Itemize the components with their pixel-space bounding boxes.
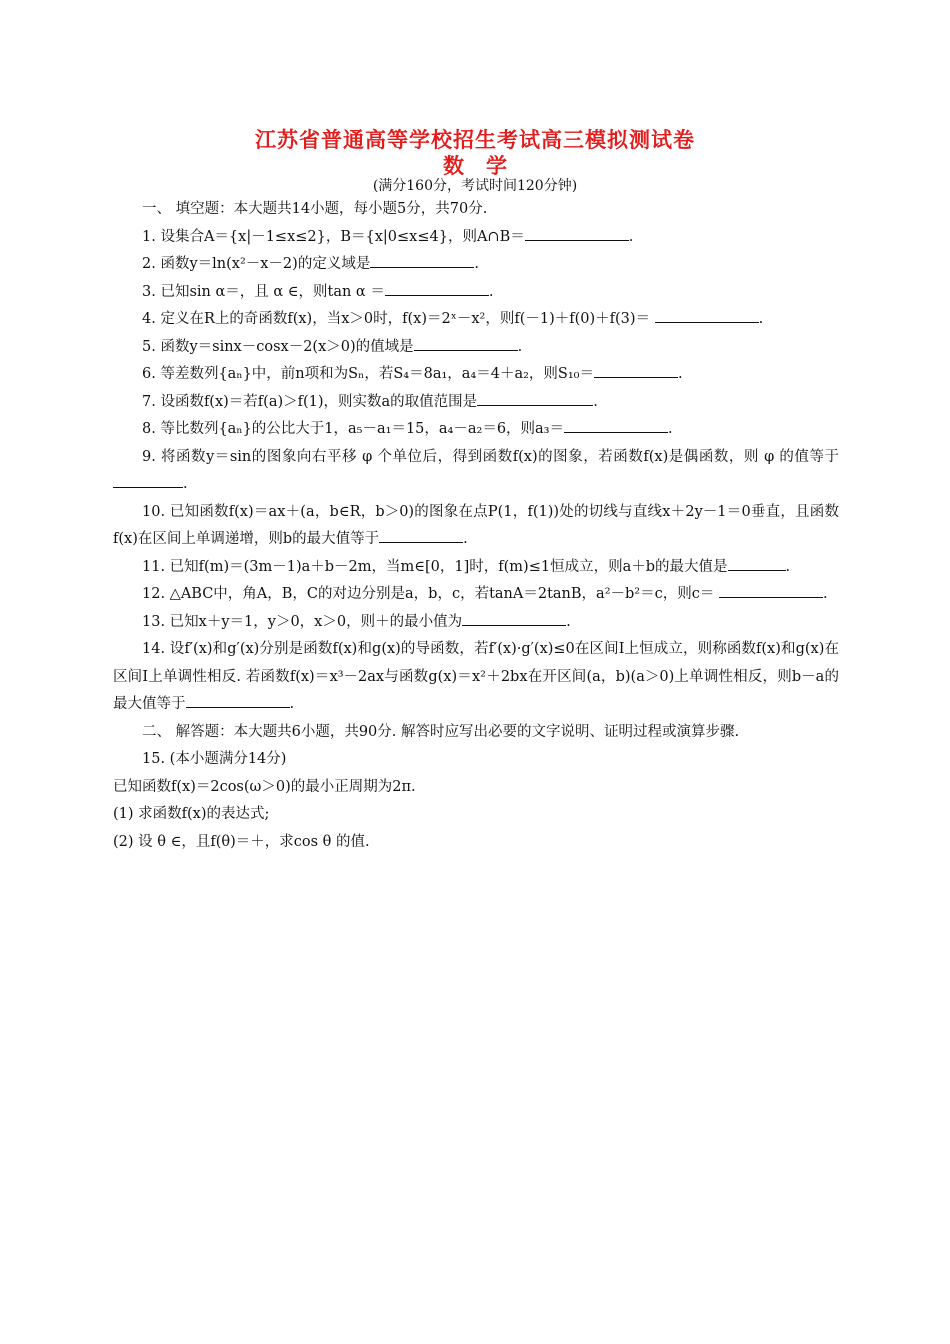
question-12-text: 12. △ABC中，角A，B，C的对边分别是a，b，c，若tanA＝2tanB，a²－b²＝c，则c＝ [142, 586, 715, 602]
answer-blank [113, 471, 183, 488]
question-11 [113, 554, 839, 582]
question-15-head: 15. (本小题满分14分) [142, 751, 287, 767]
question-end-mark: . [183, 476, 188, 492]
question-6 [113, 361, 839, 389]
answer-blank [719, 581, 823, 598]
answer-blank [564, 416, 668, 433]
question-15-part-2: (2) 设 θ ∈，且f(θ)＝＋，求cos θ 的值. [113, 833, 370, 850]
question-7-text: 7. 设函数f(x)＝若f(a)＞f(1)，则实数a的取值范围是 [142, 393, 478, 410]
answer-blank [414, 334, 518, 351]
question-9 [113, 444, 839, 499]
question-end-mark: . [289, 696, 295, 712]
section-fill-intro: 一、 填空题：本大题共14小题，每小题5分，共70分. [142, 201, 488, 217]
question-5-text: 5. 函数y＝sinx－cosx－2(x＞0)的值域是 [142, 338, 414, 355]
exam-info: (满分160分，考试时间120分钟) [372, 178, 578, 194]
question-14 [113, 636, 839, 719]
question-15-part-1: (1) 求函数f(x)的表达式; [113, 806, 270, 822]
answer-blank [655, 306, 759, 323]
question-end-mark: . [758, 311, 764, 327]
section-solve-intro: 二、 解答题：本大题共6小题，共90分. 解答时应写出必要的文字说明、证明过程或演算步骤. [142, 723, 740, 740]
question-end-mark: . [677, 366, 683, 382]
question-13 [113, 609, 839, 637]
question-7 [113, 389, 839, 417]
exam-title: 江苏省普通高等学校招生考试高三模拟测试卷 [255, 127, 695, 152]
question-end-mark: . [517, 338, 523, 355]
question-2 [113, 251, 839, 279]
question-10 [113, 499, 839, 554]
question-9-text: 9. 将函数y＝sin的图象向右平移 φ 个单位后，得到函数f(x)的图象，若函数f(x)是偶函数，则 φ 的值等于 [142, 448, 839, 465]
question-end-mark: . [593, 393, 598, 410]
answer-blank [462, 609, 566, 626]
question-5 [113, 334, 839, 362]
question-end-mark: . [566, 613, 571, 630]
question-13-text: 13. 已知x＋y＝1，y＞0，x＞0，则＋的最小值为 [142, 613, 463, 630]
answer-blank [728, 554, 786, 571]
question-8-text: 8. 等比数列{aₙ}的公比大于1，a₅－a₁＝15，a₄－a₂＝6，则a₃＝ [142, 421, 564, 437]
question-14-text: 14. 设f′(x)和g′(x)分别是函数f(x)和g(x)的导函数，若f′(x)·g′(x)≤0在区间I上恒成立，则称函数f(x)和g(x)在区间I上单调性相反. 若函数f(x)＝x³－2ax与函数g(x)＝x²＋2bx在开区间(a，b)(a＞0)上单调性相反，则b－a的最大值等于 [113, 641, 839, 712]
question-1 [113, 224, 839, 252]
question-end-mark: . [488, 283, 494, 300]
answer-blank [594, 361, 678, 378]
question-3-text: 3. 已知sin α＝，且 α ∈，则tan α ＝ [142, 283, 385, 300]
question-3 [113, 279, 839, 307]
question-2-text: 2. 函数y＝ln(x²－x－2)的定义域是 [142, 256, 371, 272]
exam-body [113, 196, 839, 856]
question-end-mark: . [628, 228, 634, 245]
question-11-text: 11. 已知f(m)＝(3m－1)a＋b－2m，当m∈[0，1]时，f(m)≤1恒成立，则a＋b的最大值是 [142, 558, 728, 575]
question-4-text: 4. 定义在R上的奇函数f(x)，当x＞0时，f(x)＝2ˣ－x²，则f(－1)＋f(0)＋f(3)＝ [142, 311, 651, 327]
question-4 [113, 306, 839, 334]
answer-blank [525, 224, 629, 241]
question-6-text: 6. 等差数列{aₙ}中，前n项和为Sₙ，若S₄＝8a₁，a₄＝4＋a₂，则S₁₀＝ [142, 366, 594, 382]
question-end-mark: . [463, 531, 468, 547]
question-end-mark: . [668, 421, 673, 437]
answer-blank [186, 691, 290, 708]
question-end-mark: . [474, 256, 479, 272]
question-12 [113, 581, 839, 609]
answer-blank [379, 526, 463, 543]
answer-blank [477, 389, 593, 406]
question-end-mark: . [822, 586, 828, 602]
answer-blank [385, 279, 489, 296]
question-end-mark: . [785, 558, 791, 575]
exam-subject: 数学 [443, 153, 529, 178]
question-15-stem: 已知函数f(x)＝2cos(ω＞0)的最小正周期为2π. [113, 778, 416, 795]
question-8 [113, 416, 839, 444]
question-10-text: 10. 已知函数f(x)＝ax＋(a，b∈R，b＞0)的图象在点P(1，f(1))处的切线与直线x＋2y－1＝0垂直，且函数f(x)在区间上单调递增，则b的最大值等于 [113, 503, 839, 547]
answer-blank [370, 251, 474, 268]
question-1-text: 1. 设集合A＝{x|－1≤x≤2}，B＝{x|0≤x≤4}，则A∩B＝ [142, 228, 525, 245]
